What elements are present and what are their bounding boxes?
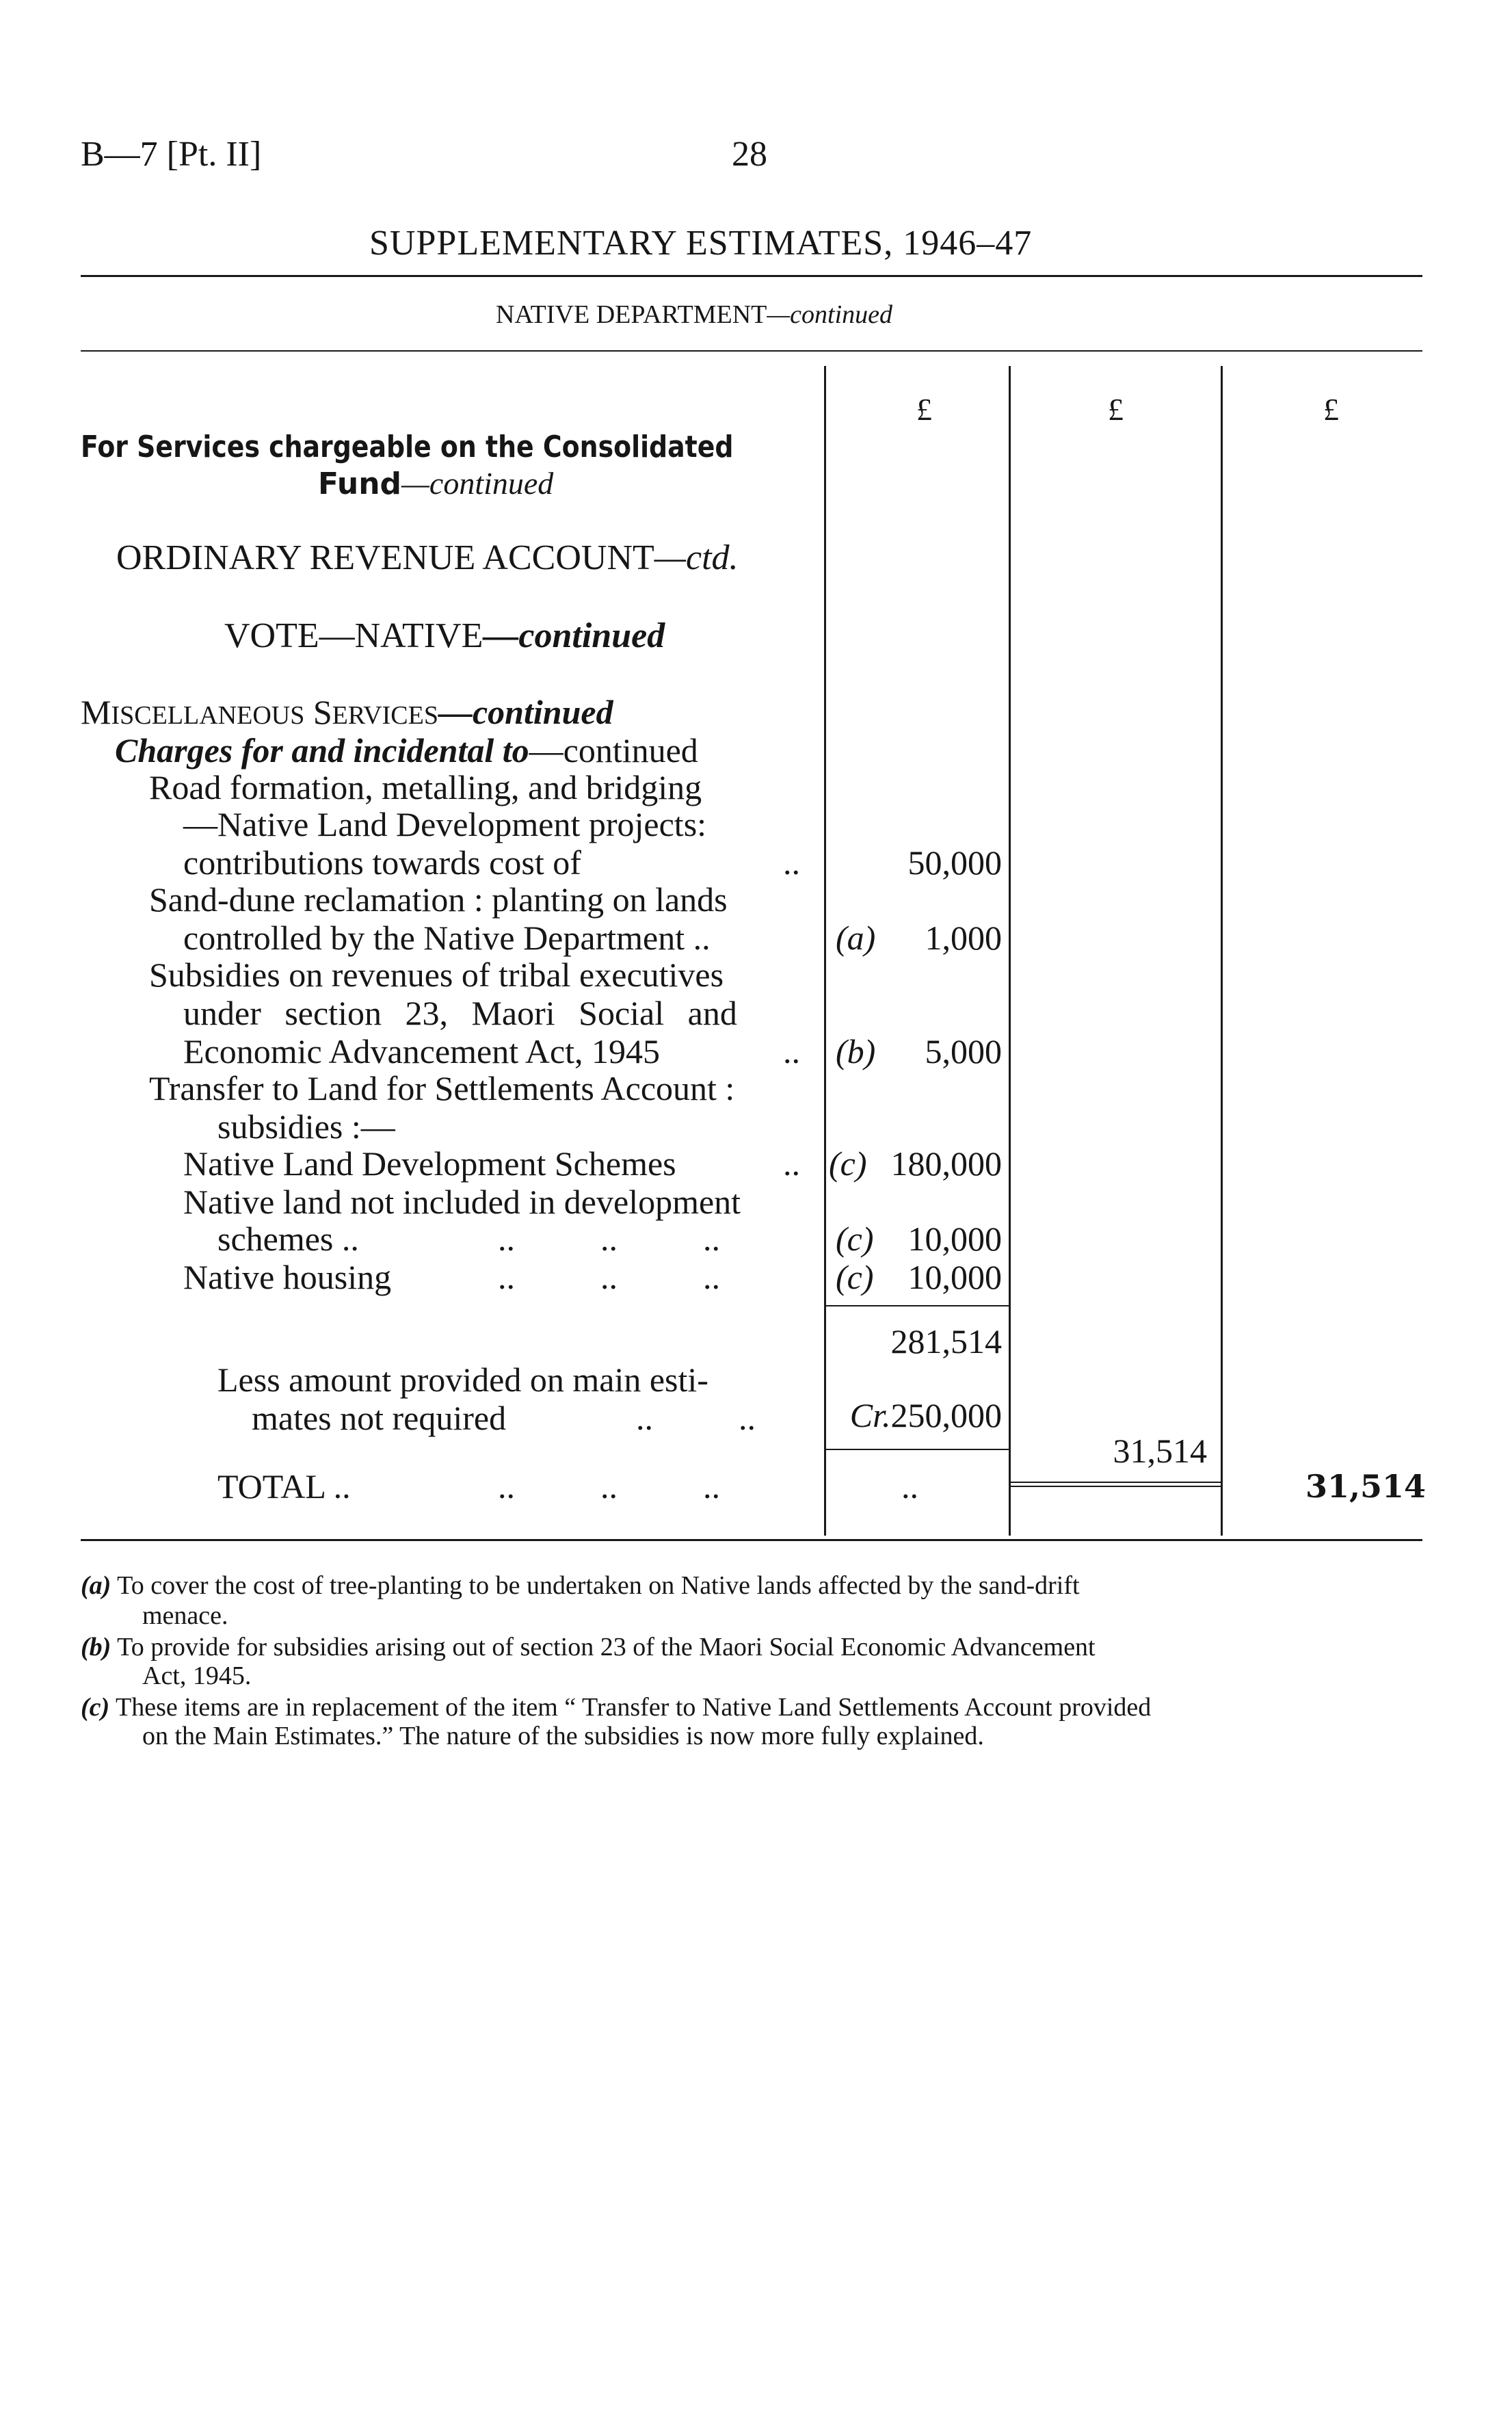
footnote-a <box>81 1571 1080 1601</box>
charges-heading <box>115 731 698 770</box>
charges-suffix: —continued <box>529 731 698 770</box>
item-notincluded-line2: schemes .. <box>217 1220 359 1258</box>
item-road-line2: —Native Land Development projects: <box>183 805 707 843</box>
item-notincluded-amount: 10,000 <box>907 1220 1002 1258</box>
table-bottom-rule <box>81 1539 1422 1541</box>
item-schemes-line1: Native Land Development Schemes <box>183 1144 676 1183</box>
charges-italic: Charges for and incidental to <box>115 731 529 770</box>
item-housing-note: (c) <box>836 1258 874 1296</box>
item-notincluded-note: (c) <box>836 1220 874 1258</box>
item-schemes-amount: 180,000 <box>890 1144 1002 1183</box>
footnote-c-text: These items are in replacement of the item “ Transfer to Native Land Settlements Account provided <box>116 1693 1152 1722</box>
footnote-a-mark: (a) <box>81 1571 111 1600</box>
subtitle-suffix: —continued <box>767 300 893 329</box>
column-divider-2 <box>1009 366 1011 1536</box>
less-amount <box>827 1395 1002 1435</box>
item-transfer-line1: Transfer to Land for Settlements Account : <box>149 1069 735 1107</box>
footnote-a-text: To cover the cost of tree-planting to be undertaken on Native lands affected by the sand-drift <box>117 1571 1080 1600</box>
account-heading-main: ORDINARY REVENUE ACCOUNT <box>116 538 654 577</box>
item-road-amount: 50,000 <box>907 843 1002 882</box>
misc-small-caps-2: ERVICES <box>332 701 438 730</box>
footnote-c-mark: (c) <box>81 1693 110 1722</box>
account-heading <box>116 538 739 578</box>
vote-heading-main: VOTE—NATIVE <box>224 616 483 655</box>
section-heading-fund: Fund <box>318 466 402 501</box>
item-subsidies-line2: under section 23, Maori Social and <box>183 994 737 1032</box>
net-amount: 31,514 <box>1113 1432 1207 1470</box>
subtotal-rule <box>826 1305 1009 1306</box>
footnote-b <box>81 1632 1096 1662</box>
item-notincluded-line1: Native land not included in development <box>183 1183 741 1221</box>
column-divider-3 <box>1221 366 1223 1536</box>
item-road-line1: Road formation, metalling, and bridging <box>149 768 702 806</box>
document-code-text: B—7 [Pt. II] <box>81 135 262 174</box>
item-road-leader: .. <box>783 843 800 882</box>
column-divider-1 <box>824 366 826 1536</box>
item-subsidies-note: (b) <box>836 1032 876 1070</box>
credit-prefix: Cr. <box>849 1396 891 1434</box>
column-header-3: £ <box>1323 392 1339 427</box>
misc-cap-s: S <box>313 693 332 731</box>
item-schemes-note: (c) <box>829 1144 867 1183</box>
total-amount: 31,514 <box>1305 1468 1426 1505</box>
column-header-1: £ <box>916 392 932 427</box>
section-heading-line2 <box>318 465 553 501</box>
page-number: 28 <box>732 135 767 174</box>
item-housing-amount: 10,000 <box>907 1258 1002 1296</box>
misc-small-caps: ISCELLANEOUS <box>111 701 305 730</box>
net-rule-top <box>1011 1482 1221 1483</box>
item-notincluded-leader: .. .. .. <box>498 1220 720 1258</box>
misc-suffix: —continued <box>438 693 613 731</box>
item-housing-line1: Native housing <box>183 1258 392 1296</box>
item-road-line3: contributions towards cost of <box>183 843 581 882</box>
item-subsidies-line1: Subsidies on revenues of tribal executives <box>149 956 724 994</box>
vote-heading-suffix: —continued <box>483 616 665 655</box>
item-subsidies-amount: 5,000 <box>925 1032 1002 1070</box>
item-sand-line1: Sand-dune reclamation : planting on lands <box>149 880 728 919</box>
footnote-b-mark: (b) <box>81 1633 111 1661</box>
item-sand-amount: 1,000 <box>925 919 1002 957</box>
net-rule-bottom <box>1011 1486 1221 1487</box>
subtotal-amount: 281,514 <box>890 1322 1002 1361</box>
item-transfer-line2: subsidies :— <box>217 1107 395 1146</box>
vote-heading <box>224 616 665 656</box>
total-label: TOTAL .. <box>217 1467 351 1506</box>
misc-cap-m: M <box>81 693 111 731</box>
less-line2: mates not required <box>252 1399 507 1437</box>
footnote-a-cont: menace. <box>142 1601 228 1630</box>
document-code <box>81 134 261 174</box>
less-rule <box>826 1449 1009 1450</box>
footnote-c <box>81 1692 1151 1722</box>
department-subtitle <box>496 300 892 330</box>
misc-services-heading <box>81 692 613 732</box>
subtitle-main: NATIVE DEPARTMENT <box>496 300 767 329</box>
total-col1: .. <box>901 1467 918 1506</box>
page-title: SUPPLEMENTARY ESTIMATES, 1946–47 <box>369 224 1033 263</box>
total-leader: .. .. .. <box>498 1467 720 1506</box>
item-housing-leader: .. .. .. <box>498 1258 720 1296</box>
item-subsidies-line3: Economic Advancement Act, 1945 <box>183 1032 661 1070</box>
credit-amount: 250,000 <box>890 1396 1002 1434</box>
table-top-rule <box>81 350 1422 352</box>
column-header-2: £ <box>1108 392 1124 427</box>
item-sand-note: (a) <box>836 919 876 957</box>
section-heading-continued: —continued <box>401 466 554 501</box>
account-heading-suffix: —ctd. <box>654 538 739 577</box>
section-heading-line1: For Services chargeable on the Consolidated <box>81 430 734 464</box>
less-line1: Less amount provided on main esti- <box>217 1361 708 1399</box>
footnote-b-cont: Act, 1945. <box>142 1661 252 1690</box>
item-schemes-leader: .. <box>783 1144 800 1183</box>
title-rule <box>81 275 1422 277</box>
less-leader: .. .. <box>636 1399 756 1437</box>
item-sand-line2: controlled by the Native Department .. <box>183 919 711 957</box>
footnote-b-text: To provide for subsidies arising out of section 23 of the Maori Social Economic Advancement <box>117 1633 1096 1661</box>
item-subsidies-leader: .. <box>783 1032 800 1070</box>
footnote-c-cont: on the Main Estimates.” The nature of the subsidies is now more fully explained. <box>142 1722 984 1750</box>
